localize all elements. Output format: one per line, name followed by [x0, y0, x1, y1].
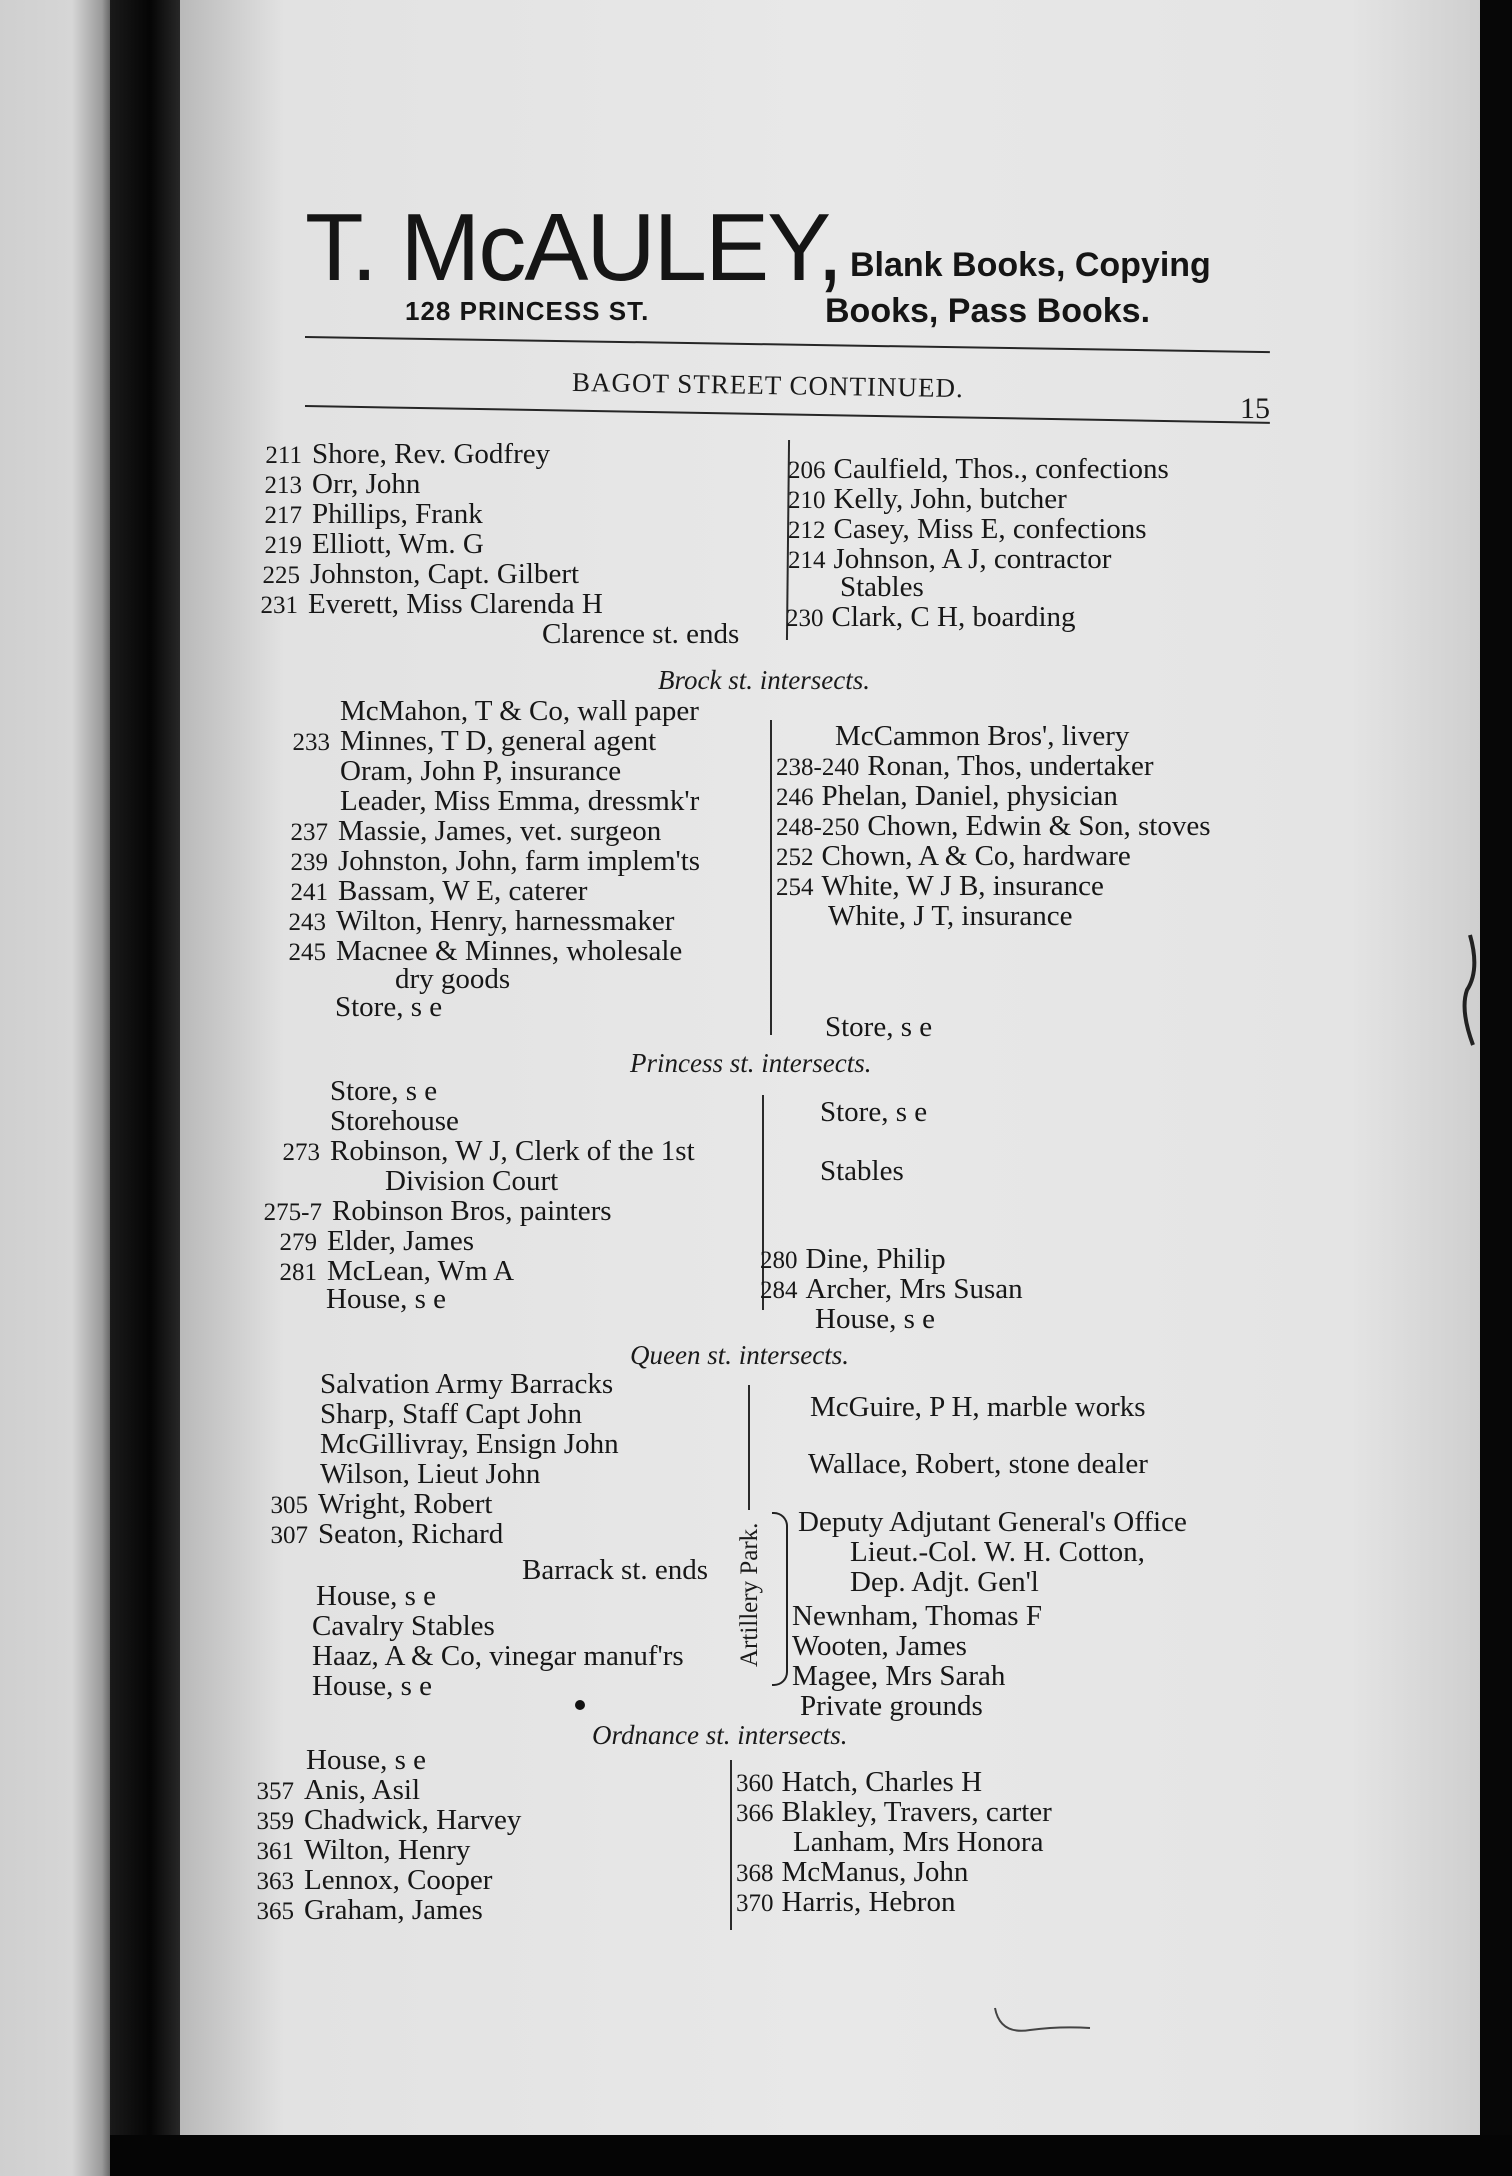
entry-left: 363 Lennox, Cooper	[256, 1864, 493, 1896]
entry-right: 206 Caulfield, Thos., confections	[788, 453, 1169, 485]
entry-right: Dep. Adjt. Gen'l	[850, 1566, 1039, 1598]
entry-left: 213 Orr, John	[264, 468, 421, 500]
entry-left: 305 Wright, Robert	[270, 1488, 493, 1520]
entry-left: Store, s e	[335, 991, 443, 1023]
entry-right: Magee, Mrs Sarah	[792, 1660, 1006, 1692]
entry-left: 237 Massie, James, vet. surgeon	[290, 815, 662, 847]
entry-right: Wooten, James	[792, 1630, 967, 1662]
intersection-heading: Queen st. intersects.	[630, 1340, 849, 1370]
entry-left: 241 Bassam, W E, caterer	[290, 875, 588, 907]
running-head: BAGOT STREET CONTINUED.	[571, 366, 964, 404]
entry-left: Leader, Miss Emma, dressmk'r	[340, 785, 700, 817]
entry-right: 210 Kelly, John, butcher	[788, 483, 1067, 515]
advertisement-header	[305, 194, 1285, 340]
entry-left: 279 Elder, James	[279, 1225, 475, 1257]
entry-right: Store, s e	[820, 1096, 928, 1128]
entry-left: 307 Seaton, Richard	[270, 1518, 504, 1550]
advertiser-name: T. McAULEY,	[305, 194, 842, 301]
entry-right: McGuire, P H, marble works	[810, 1391, 1146, 1423]
entry-right: 230 Clark, C H, boarding	[786, 601, 1076, 633]
entry-left: House, s e	[312, 1670, 433, 1702]
entry-left: 239 Johnston, John, farm implem'ts	[290, 845, 701, 877]
column-divider	[770, 720, 772, 1035]
scan-border-bottom	[110, 2135, 1512, 2176]
entry-left: 217 Phillips, Frank	[264, 498, 483, 530]
facing-page-margin	[0, 0, 120, 2176]
entry-left: House, s e	[326, 1283, 447, 1315]
entry-left: 233 Minnes, T D, general agent	[292, 725, 657, 757]
entry-right: 214 Johnson, A J, contractor	[788, 543, 1112, 575]
ink-dot	[575, 1700, 585, 1710]
entry-right: 360 Hatch, Charles H	[736, 1766, 983, 1798]
entry-left: 211 Shore, Rev. Godfrey	[265, 438, 551, 470]
intersection-heading: Ordnance st. intersects.	[592, 1720, 848, 1750]
entry-left: Sharp, Staff Capt John	[320, 1398, 583, 1430]
entry-left: Haaz, A & Co, vinegar manuf'rs	[312, 1640, 684, 1672]
street-end-note: Barrack st. ends	[522, 1554, 709, 1586]
book-gutter	[110, 0, 190, 2176]
entry-right: 368 McManus, John	[736, 1856, 969, 1888]
entry-left: McGillivray, Ensign John	[320, 1428, 619, 1460]
scan-border-right	[1480, 0, 1512, 2176]
entry-right: 252 Chown, A & Co, hardware	[776, 840, 1131, 872]
entry-left: 365 Graham, James	[256, 1894, 483, 1926]
entry-right: 248-250 Chown, Edwin & Son, stoves	[776, 810, 1211, 842]
ad-text-line-1: Blank Books, Copying	[850, 246, 1211, 284]
entry-left: 245 Macnee & Minnes, wholesale	[288, 935, 683, 967]
entry-left: 281 McLean, Wm A	[279, 1255, 515, 1287]
page-number: 15	[1240, 392, 1270, 425]
entry-left: Cavalry Stables	[312, 1610, 495, 1642]
entry-left: 275-7 Robinson Bros, painters	[263, 1195, 612, 1227]
entry-left: Salvation Army Barracks	[320, 1368, 614, 1400]
entry-right: Lanham, Mrs Honora	[793, 1826, 1044, 1858]
entry-left: Division Court	[385, 1165, 559, 1197]
entry-right: Newnham, Thomas F	[792, 1600, 1042, 1632]
artillery-park-bracket	[772, 1512, 788, 1686]
entry-right: 284 Archer, Mrs Susan	[760, 1273, 1023, 1305]
entry-right: Stables	[820, 1155, 904, 1187]
pencil-mark	[990, 2000, 1110, 2040]
entry-left: Wilson, Lieut John	[320, 1458, 541, 1490]
entry-left: 357 Anis, Asil	[256, 1774, 421, 1806]
entry-left: 243 Wilton, Henry, harnessmaker	[288, 905, 675, 937]
entry-left: Oram, John P, insurance	[340, 755, 622, 787]
artillery-park-label: Artillery Park.	[736, 1522, 763, 1668]
entry-left: 361 Wilton, Henry	[256, 1834, 471, 1866]
entry-right: McCammon Bros', livery	[835, 720, 1130, 752]
entry-left: 359 Chadwick, Harvey	[256, 1804, 522, 1836]
entry-right: Deputy Adjutant General's Office	[798, 1506, 1187, 1538]
entry-right: 254 White, W J B, insurance	[776, 870, 1104, 902]
entry-right: 246 Phelan, Daniel, physician	[776, 780, 1118, 812]
entry-right: 366 Blakley, Travers, carter	[736, 1796, 1052, 1828]
entry-right: Store, s e	[825, 1011, 933, 1043]
entry-right: 370 Harris, Hebron	[736, 1886, 956, 1918]
entry-left: 225 Johnston, Capt. Gilbert	[262, 558, 580, 590]
entry-left: McMahon, T & Co, wall paper	[340, 695, 699, 727]
advertiser-address: 128 PRINCESS ST.	[405, 296, 650, 326]
entry-right: Stables	[840, 571, 924, 603]
intersection-heading: Princess st. intersects.	[630, 1048, 872, 1078]
entry-right: Lieut.-Col. W. H. Cotton,	[850, 1536, 1145, 1568]
entry-left: Storehouse	[330, 1105, 459, 1137]
entry-right: White, J T, insurance	[828, 900, 1073, 932]
entry-left: 231 Everett, Miss Clarenda H	[260, 588, 603, 620]
entry-right: 238-240 Ronan, Thos, undertaker	[776, 750, 1154, 782]
column-divider	[748, 1385, 750, 1510]
page-tab-mark	[1455, 930, 1485, 1050]
column-divider	[730, 1760, 732, 1930]
intersection-heading: Brock st. intersects.	[658, 665, 870, 695]
entry-left: 273 Robinson, W J, Clerk of the 1st	[282, 1135, 695, 1167]
entry-left: Store, s e	[330, 1075, 438, 1107]
entry-right: 280 Dine, Philip	[760, 1243, 946, 1275]
entry-left: dry goods	[395, 963, 511, 995]
entry-left: 219 Elliott, Wm. G	[264, 528, 484, 560]
entry-left: House, s e	[316, 1580, 437, 1612]
ad-text-line-2: Books, Pass Books.	[825, 292, 1151, 330]
entry-right: House, s e	[815, 1303, 936, 1335]
entry-left: House, s e	[306, 1744, 427, 1776]
entry-right: 212 Casey, Miss E, confections	[788, 513, 1147, 545]
street-end-note: Clarence st. ends	[542, 618, 740, 650]
entry-right: Private grounds	[800, 1690, 983, 1722]
entry-right: Wallace, Robert, stone dealer	[808, 1448, 1148, 1480]
